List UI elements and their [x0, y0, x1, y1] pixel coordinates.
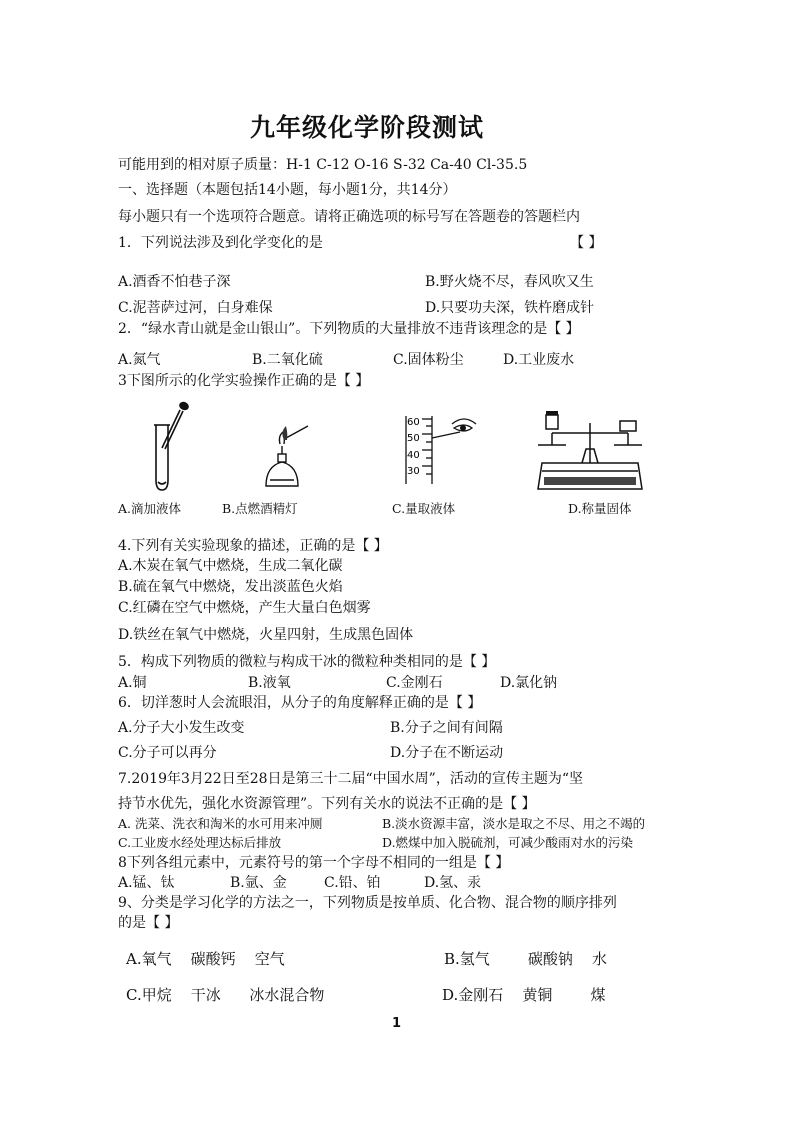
- q4-option-b: B.硫在氧气中燃烧，发出淡蓝色火焰: [118, 579, 343, 595]
- q9-option-a: A.氧气 碳酸钙 空气: [126, 950, 285, 968]
- balance-scale-figure: [532, 405, 648, 491]
- q9-stem-line1: 9、分类是学习化学的方法之一，下列物质是按单质、化合物、混合物的顺序排列: [118, 895, 617, 911]
- q3-option-b: B.点燃酒精灯: [222, 501, 298, 516]
- q2-option-a: A.氮气: [118, 352, 161, 368]
- q8-option-d: D.氢、汞: [424, 875, 482, 891]
- q5-option-b: B.液氧: [248, 675, 291, 691]
- q5-option-a: A.铜: [118, 675, 147, 691]
- q1-option-c: C.泥菩萨过河，白身难保: [118, 300, 273, 316]
- cylinder-mark-40: 40: [407, 450, 420, 461]
- cylinder-mark-60: 60: [407, 417, 420, 428]
- q7-stem-line1: 7.2019年3月22日至28日是第三十二届“中国水周”，活动的宣传主题为“坚: [118, 771, 583, 787]
- q4-option-c: C.红磷在空气中燃烧，产生大量白色烟雾: [118, 600, 371, 616]
- dropper-test-tube-figure: [140, 400, 200, 495]
- q6-option-d: D.分子在不断运动: [390, 745, 504, 761]
- q3-option-d: D.称量固体: [568, 501, 632, 516]
- q2-option-c: C.固体粉尘: [393, 352, 464, 368]
- cylinder-mark-50: 50: [407, 433, 420, 444]
- measuring-cylinder-figure: [398, 414, 484, 486]
- page-number: 1: [392, 1016, 402, 1031]
- q5-stem: 5．构成下列物质的微粒与构成干冰的微粒种类相同的是【 】: [118, 654, 496, 670]
- q6-stem: 6．切洋葱时人会流眼泪，从分子的角度解释正确的是【 】: [118, 695, 482, 711]
- q6-option-b: B.分子之间有间隔: [390, 720, 503, 736]
- q3-option-c: C.量取液体: [392, 501, 456, 516]
- q3-option-a: A.滴加液体: [118, 501, 182, 516]
- q1-stem: 1．下列说法涉及到化学变化的是: [118, 235, 323, 251]
- q3-stem: 3下图所示的化学实验操作正确的是【 】: [118, 373, 370, 389]
- q5-option-d: D.氯化钠: [500, 675, 558, 691]
- q8-option-c: C.铅、铂: [324, 875, 381, 891]
- atomic-masses: 可能用到的相对原子质量：H-1 C-12 O-16 S-32 Ca-40 Cl-35.5: [118, 157, 528, 173]
- q6-option-a: A.分子大小发生改变: [118, 720, 245, 736]
- q4-option-d: D.铁丝在氧气中燃烧，火星四射，生成黑色固体: [118, 627, 414, 643]
- q9-option-d: D.金刚石 黄铜 煤: [442, 986, 606, 1004]
- q1-option-a: A.酒香不怕巷子深: [118, 274, 231, 290]
- q9-option-c: C.甲烷 干冰 冰水混合物: [126, 986, 325, 1004]
- q2-option-b: B.二氧化硫: [252, 352, 323, 368]
- q7-stem-line2: 持节水优先，强化水资源管理”。下列有关水的说法不正确的是【 】: [118, 796, 536, 812]
- section-heading: 一、选择题（本题包括14小题，每小题1分，共14分）: [118, 182, 457, 198]
- q6-option-c: C.分子可以再分: [118, 745, 217, 761]
- cylinder-mark-30: 30: [407, 466, 420, 477]
- q5-option-c: C.金刚石: [386, 675, 443, 691]
- q8-stem: 8下列各组元素中，元素符号的第一个字母不相同的一组是【 】: [118, 855, 510, 871]
- q9-stem-line2: 的是【 】: [118, 915, 179, 931]
- q8-option-b: B.氩、金: [230, 875, 287, 891]
- q4-option-a: A.木炭在氧气中燃烧，生成二氧化碳: [118, 558, 343, 574]
- q1-bracket: 【 】: [570, 235, 603, 251]
- q1-option-b: B.野火烧不尽，春风吹又生: [425, 274, 594, 290]
- q7-option-c: C.工业废水经处理达标后排放: [118, 835, 282, 850]
- q1-option-d: D.只要功夫深，铁杵磨成针: [425, 300, 595, 316]
- q9-option-b: B.氢气 碳酸钠 水: [444, 950, 608, 968]
- q4-stem: 4.下列有关实验现象的描述，正确的是【 】: [118, 538, 388, 554]
- alcohol-lamp-figure: [258, 418, 316, 493]
- q2-stem: 2．“绿水青山就是金山银山”。下列物质的大量排放不违背该理念的是【 】: [118, 321, 580, 337]
- q2-option-d: D.工业废水: [503, 352, 575, 368]
- q7-option-d: D.燃煤中加入脱硫剂，可减少酸雨对水的污染: [382, 835, 634, 850]
- page-title: 九年级化学阶段测试: [250, 113, 485, 142]
- section-instruction: 每小题只有一个选项符合题意。请将正确选项的标号写在答题卷的答题栏内: [118, 209, 580, 225]
- q8-option-a: A.锰、钛: [118, 875, 175, 891]
- q7-option-a: A. 洗菜、洗衣和淘米的水可用来冲厕: [118, 816, 323, 831]
- q7-option-b: B.淡水资源丰富，淡水是取之不尽、用之不竭的: [382, 816, 646, 831]
